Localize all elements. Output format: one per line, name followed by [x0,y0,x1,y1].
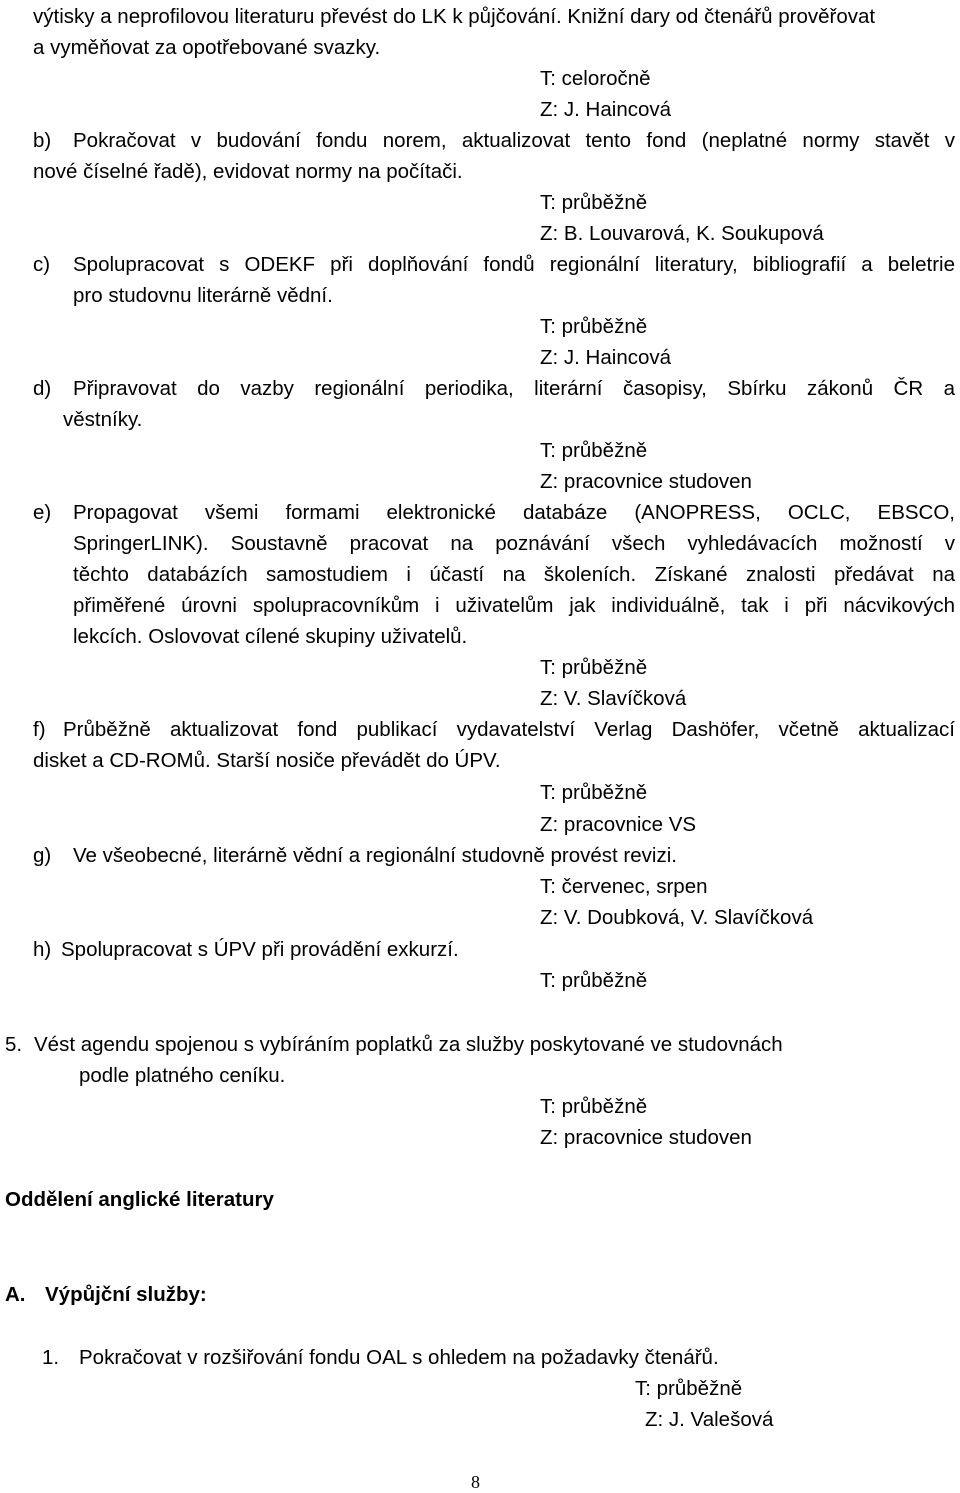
item-b-line-2: nové číselné řadě), evidovat normy na počítači. [33,160,463,183]
item-c-line-1: Spolupracovat s ODEKF při doplňování fondů regionální literatury, bibliografií a beletrie [73,253,955,276]
point-1 [42,1345,719,1371]
item-b-line-1: Pokračovat v budování fondu norem, aktualizovat tento fond (neplatné normy stavět v [73,129,955,152]
item-d-term: T: průběžně [540,439,648,462]
intro-responsible: Z: J. Haincová [540,98,672,121]
item-g-line-1: Ve všeobecné, literárně vědní a regionální studovně provést revizi. [73,844,677,867]
item-g-term: T: červenec, srpen [540,875,708,898]
item-e-line-2: SpringerLINK). Soustavně pracovat na poznávání všech vyhledávacích možností v [73,532,955,555]
subsection-label: A. [5,1283,26,1306]
item-d-line-2: věstníky. [63,408,143,431]
item-c-line-2: pro studovnu literárně vědní. [73,284,333,307]
item-h-line-1: Spolupracovat s ÚPV při provádění exkurzí. [61,938,459,961]
item-d-label: d) [33,377,52,400]
item-b [33,128,955,154]
item-c [33,252,955,278]
item-b-label: b) [33,129,52,152]
item-b-term: T: průběžně [540,191,648,214]
subsection-heading [5,1282,207,1308]
item-c-responsible: Z: J. Haincová [540,346,672,369]
item-h [33,937,459,963]
point-5-term: T: průběžně [540,1095,648,1118]
point-5-line-2: podle platného ceníku. [79,1064,286,1087]
item-e-line-3: těchto databázích samostudiem i účastí na školeních. Získané znalosti předávat na [73,563,955,586]
point-5-label: 5. [5,1033,23,1056]
item-e-term: T: průběžně [540,656,648,679]
item-f-line-2: disket a CD-ROMů. Starší nosiče převádět do ÚPV. [33,749,501,772]
item-h-label: h) [33,938,52,961]
point-5-line-1: Vést agendu spojenou s vybíráním poplatků za služby poskytované ve studovnách [34,1033,783,1056]
item-e-line-1: Propagovat všemi formami elektronické databáze (ANOPRESS, OCLC, EBSCO, [73,501,955,524]
point-5-responsible: Z: pracovnice studoven [540,1126,752,1149]
point-1-label: 1. [42,1346,60,1369]
item-b-responsible: Z: B. Louvarová, K. Soukupová [540,222,824,245]
item-f [33,717,955,743]
item-f-label: f) [33,718,46,741]
item-g-label: g) [33,844,52,867]
item-g-responsible: Z: V. Doubková, V. Slavíčková [540,906,814,929]
item-d-line-1: Připravovat do vazby regionální periodika, literární časopisy, Sbírku zákonů ČR a [73,377,955,400]
item-d-responsible: Z: pracovnice studoven [540,470,752,493]
item-g [33,843,677,869]
item-e-label: e) [33,501,52,524]
item-e-line-5: lekcích. Oslovovat cílené skupiny uživatelů. [73,625,468,648]
item-e [33,500,955,526]
point-1-line-1: Pokračovat v rozšiřování fondu OAL s ohledem na požadavky čtenářů. [79,1346,719,1369]
point-5 [5,1032,783,1058]
item-f-responsible: Z: pracovnice VS [540,813,697,836]
intro-line-1: výtisky a neprofilovou literaturu převést do LK k půjčování. Knižní dary od čtenářů prověřovat [33,5,876,28]
subsection-title: Výpůjční služby: [45,1283,207,1306]
item-e-responsible: Z: V. Slavíčková [540,687,687,710]
intro-term: T: celoročně [540,67,651,90]
point-1-responsible: Z: J. Valešová [645,1408,774,1431]
item-h-term: T: průběžně [540,969,648,992]
item-e-line-4: přiměřené úrovni spolupracovníkům i uživatelům jak individuálně, tak i při nácvikových [73,594,955,617]
point-1-term: T: průběžně [635,1377,743,1400]
item-c-term: T: průběžně [540,315,648,338]
item-f-term: T: průběžně [540,781,648,804]
page-number: 8 [471,1472,480,1492]
section-heading: Oddělení anglické literatury [5,1188,274,1211]
item-f-line-1: Průběžně aktualizovat fond publikací vydavatelství Verlag Dashöfer, včetně aktualizací [63,718,955,741]
item-c-label: c) [33,253,51,276]
item-d [33,376,955,402]
intro-line-2: a vyměňovat za opotřebované svazky. [33,36,381,59]
